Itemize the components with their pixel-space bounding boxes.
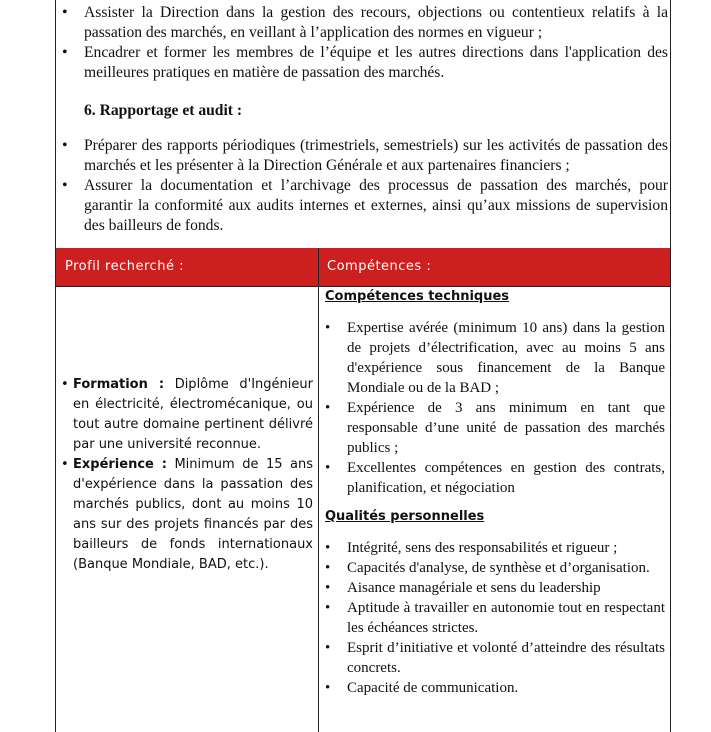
- table-right-border: [670, 248, 671, 732]
- experience-label: Expérience :: [73, 457, 167, 472]
- header-competences: Compétences :: [327, 259, 432, 274]
- list-item: • Esprit d’initiative et volonté d’atteindre des résultats concrets.: [325, 638, 665, 678]
- list-item: • Expérience de 3 ans minimum en tant que responsable d’une unité de passation des marchés publics ;: [325, 398, 665, 458]
- column-divider: [318, 248, 319, 732]
- section6-bullet-list: [62, 136, 668, 236]
- list-item: • Aptitude à travailler en autonomie tout en respectant les échéances strictes.: [325, 598, 665, 638]
- table-left-border: [55, 248, 56, 732]
- list-item: • Capacités d'analyse, de synthèse et d’organisation.: [325, 558, 665, 578]
- list-item: • Intégrité, sens des responsabilités et rigueur ;: [325, 538, 665, 558]
- list-item: • Capacité de communication.: [325, 678, 665, 698]
- list-item: [61, 375, 313, 455]
- profile-column: [61, 375, 313, 575]
- list-item: • Expertise avérée (minimum 10 ans) dans la gestion de projets d’électrification, avec au moins 5 ans d'expérience sous financement de la Banque Mondiale ou de la BAD ;: [325, 318, 665, 398]
- left-border: [55, 0, 56, 248]
- section-heading: 6. Rapportage et audit :: [84, 102, 243, 119]
- competences-column: [325, 288, 665, 698]
- list-item: [61, 455, 313, 575]
- experience-text: Minimum de 15 ans d'expérience dans la passation des marchés publics, dont au moins 10 ans sur des projets financés par des bailleurs de fonds internationaux (Banque Mondiale, BAD, etc.).: [73, 457, 313, 572]
- profile-table: [55, 248, 671, 732]
- list-item: • Assurer la documentation et l’archivage des processus de passation des marchés, pour garantir la conformité aux audits internes et externes, ainsi qu’aux missions de supervision des bailleurs de fonds.: [62, 176, 668, 236]
- top-bullet-list: [62, 3, 668, 83]
- personal-heading: Qualités personnelles: [325, 509, 485, 524]
- list-item: • Aisance managériale et sens du leadership: [325, 578, 665, 598]
- list-item: • Excellentes compétences en gestion des contrats, planification, et négociation: [325, 458, 665, 498]
- list-item: • Encadrer et former les membres de l’équipe et les autres directions dans l'application des meilleures pratiques en matière de passation des marchés.: [62, 43, 668, 83]
- formation-text: Diplôme d'Ingénieur en électricité, électromécanique, ou tout autre domaine pertinent délivré par une université reconnue.: [73, 377, 313, 452]
- header-profil: Profil recherché :: [65, 259, 184, 274]
- right-border: [670, 0, 671, 248]
- formation-label: Formation :: [73, 377, 165, 392]
- list-item: • Assister la Direction dans la gestion des recours, objections ou contentieux relatifs à la passation des marchés, en veillant à l’application des normes en vigueur ;: [62, 3, 668, 43]
- list-item: • Préparer des rapports périodiques (trimestriels, semestriels) sur les activités de passation des marchés et les présenter à la Direction Générale et aux partenaires financiers ;: [62, 136, 668, 176]
- header-divider: [55, 286, 671, 287]
- tech-heading: Compétences techniques: [325, 289, 510, 304]
